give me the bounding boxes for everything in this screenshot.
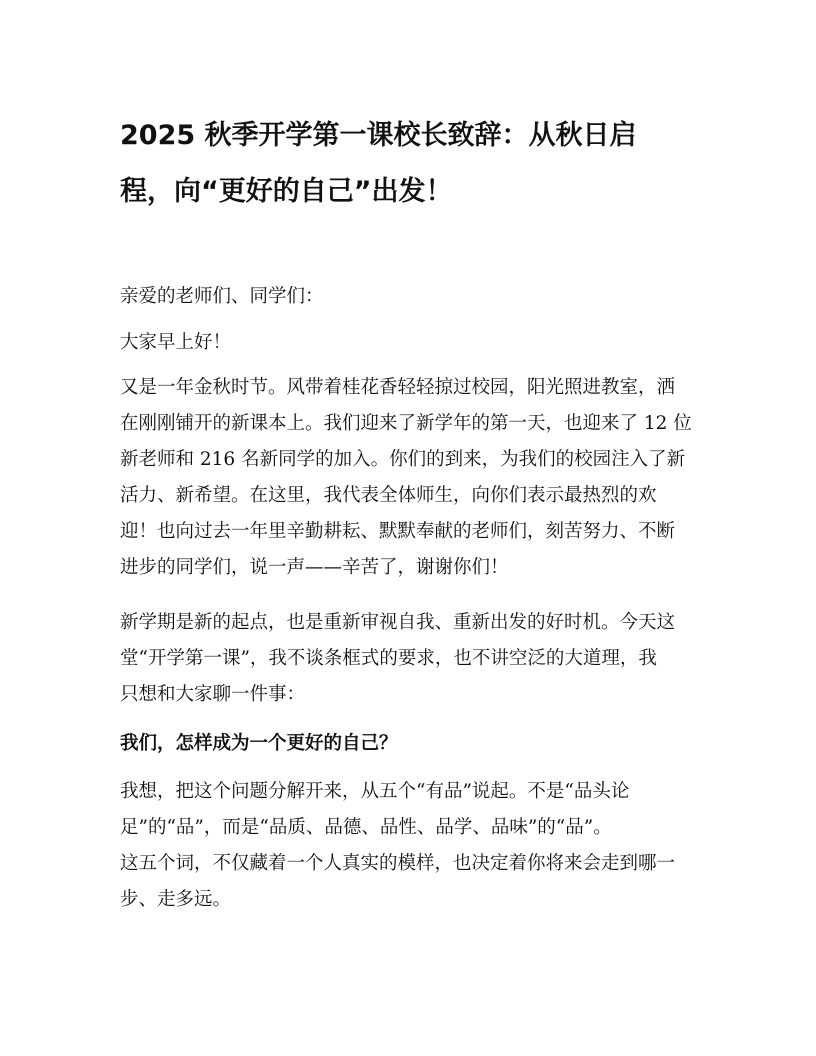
morning-text: 大家早上好！ — [120, 332, 232, 353]
morning-greeting — [120, 325, 720, 361]
heading-text: 我们，怎样成为一个更好的自己？ — [120, 733, 398, 754]
paragraph-2 — [120, 605, 720, 713]
text-line: 活力、新希望。在这里，我代表全体师生，向你们表示最热烈的欢 — [120, 485, 657, 506]
paragraph-3 — [120, 774, 720, 918]
text-line: 新学期是新的起点，也是重新审视自我、重新出发的好时机。今天这 — [120, 612, 676, 633]
text-line: 我想，把这个问题分解开来，从五个“有品”说起。不是“品头论 — [120, 781, 630, 802]
text-line: 只想和大家聊一件事： — [120, 684, 306, 705]
text-line: 这五个词，不仅藏着一个人真实的模样，也决定着你将来会走到哪一 — [120, 853, 676, 874]
text-line: 步、走多远。 — [120, 889, 232, 910]
section-heading — [120, 726, 720, 762]
text-line: 在刚刚铺开的新课本上。我们迎来了新学年的第一天，也迎来了 12 位 — [120, 413, 692, 434]
text-line: 堂“开学第一课”，我不谈条框式的要求，也不讲空泛的大道理，我 — [120, 648, 657, 669]
text-line: 进步的同学们，说一声——辛苦了，谢谢你们！ — [120, 557, 509, 578]
text-line: 又是一年金秋时节。风带着桂花香轻轻掠过校园，阳光照进教室，洒 — [120, 377, 676, 398]
text-line: 足”的“品”，而是“品质、品德、品性、品学、品味”的“品”。 — [120, 817, 612, 838]
text-line: 迎！也向过去一年里辛勤耕耘、默默奉献的老师们，刻苦努力、不断 — [120, 521, 676, 542]
paragraph-1 — [120, 370, 720, 586]
document-title — [120, 108, 710, 220]
text-line: 新老师和 216 名新同学的加入。你们的到来，为我们的校园注入了新 — [120, 449, 686, 470]
title-line: 程，向“更好的自己”出发！ — [120, 176, 453, 207]
greeting-text: 亲爱的老师们、同学们： — [120, 286, 324, 307]
greeting — [120, 279, 720, 315]
title-line: 2025 秋季开学第一课校长致辞：从秋日启 — [120, 120, 637, 151]
